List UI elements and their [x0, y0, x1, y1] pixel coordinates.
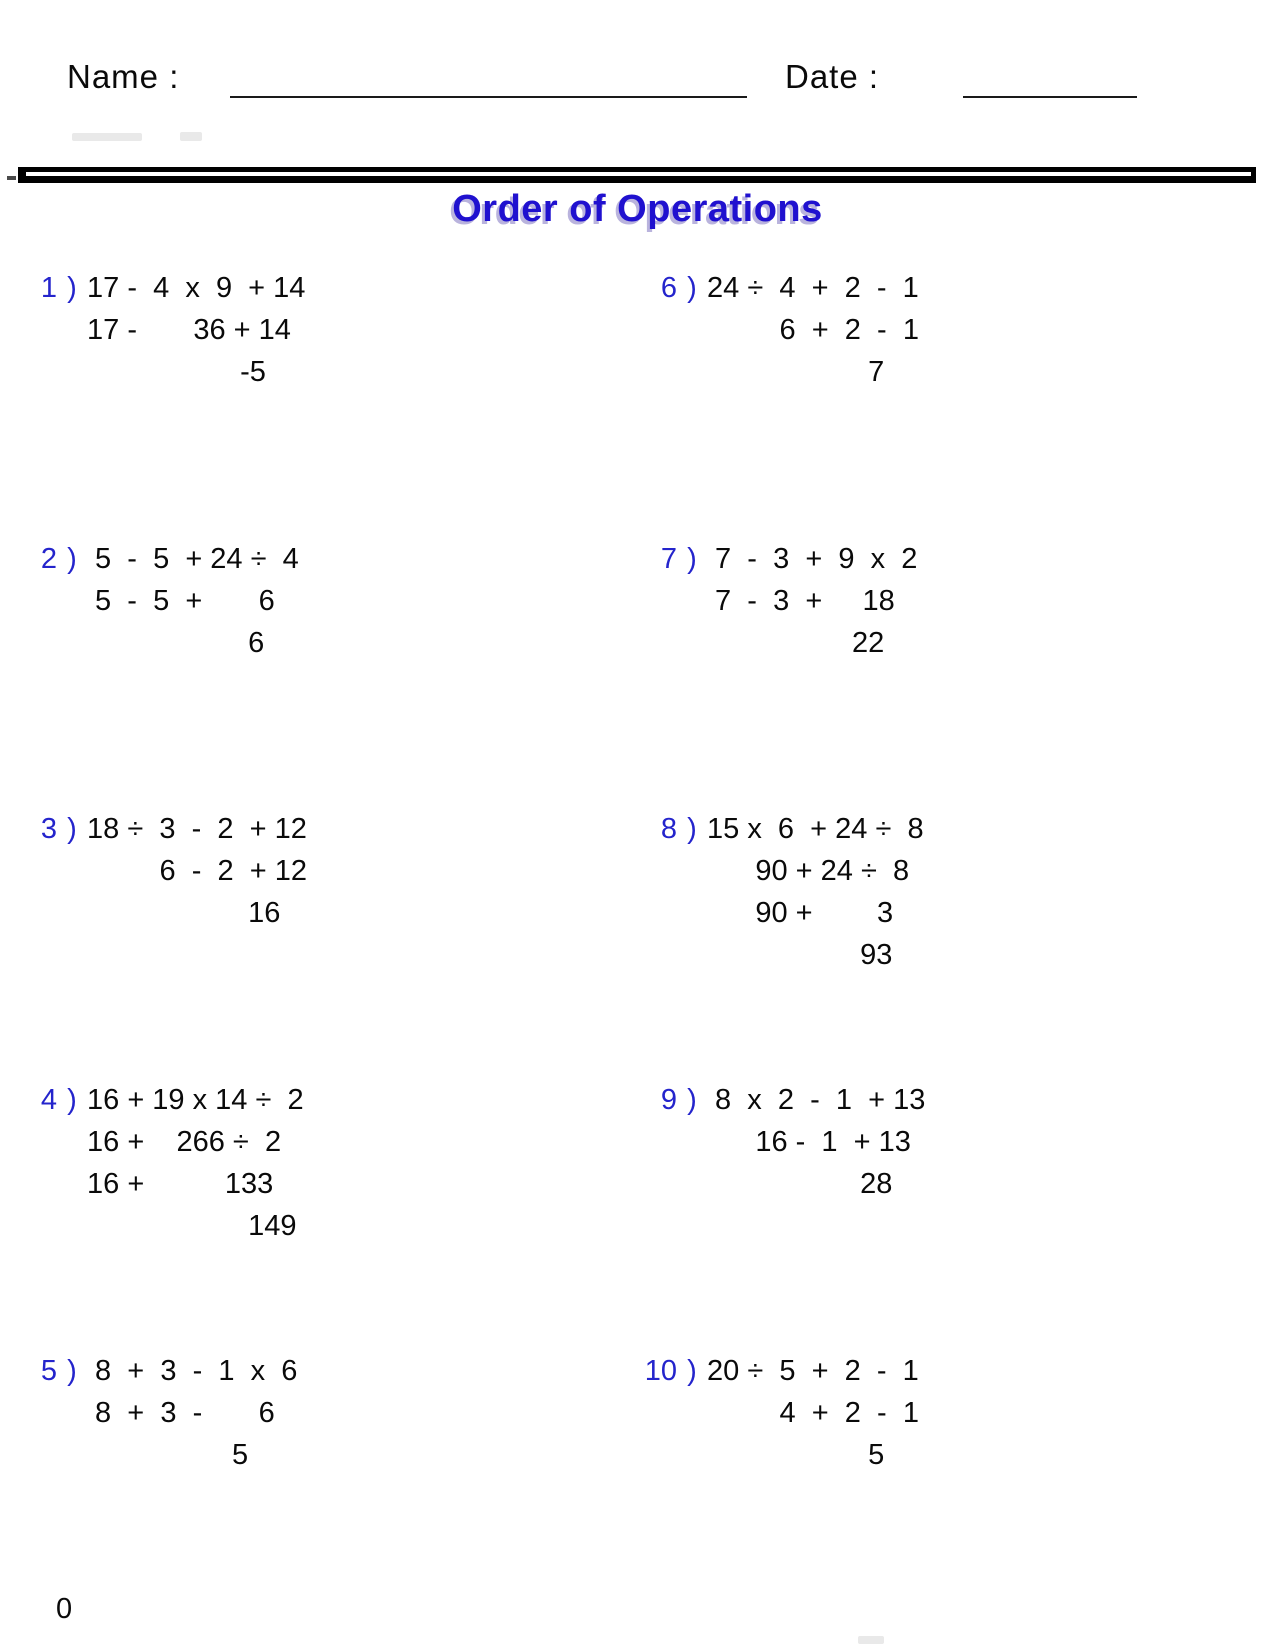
problem-line: [707, 1163, 925, 1205]
problem-line: [707, 1121, 925, 1163]
problem-expression: 5 - 5 + 24 ÷ 4: [87, 543, 299, 575]
problem-number: 2: [40, 543, 57, 575]
problem-line: [707, 1392, 919, 1434]
name-label: Name :: [67, 58, 180, 95]
problem-answer: 28: [707, 1168, 893, 1200]
problem-3: [11, 808, 307, 934]
problem-expression: 7 - 3 + 9 x 2: [707, 543, 918, 575]
problem-step: 17 - 36 + 14: [87, 314, 291, 346]
problem-line: [631, 267, 919, 309]
problem-number: 1: [40, 272, 57, 304]
problem-answer: 16: [87, 897, 281, 929]
problem-9: [631, 1079, 925, 1205]
problem-line: [11, 1079, 304, 1121]
problem-paren: ): [67, 543, 77, 575]
problem-line: [11, 267, 305, 309]
problem-line: [707, 580, 917, 622]
worksheet-title: Order of Operations: [452, 188, 823, 230]
problem-step: 6 + 2 - 1: [707, 314, 919, 346]
problem-4: [11, 1079, 304, 1247]
problem-expression: 16 + 19 x 14 ÷ 2: [87, 1084, 304, 1116]
problem-line: [707, 309, 919, 351]
problem-step: 8 + 3 - 6: [87, 1397, 275, 1429]
scan-artifact: [72, 133, 142, 141]
problem-line: [11, 538, 299, 580]
problem-answer: 5: [87, 1439, 249, 1471]
problem-step: 16 + 133: [87, 1168, 274, 1200]
separator-rule: [18, 167, 1256, 183]
problem-paren: ): [687, 1084, 697, 1116]
problem-number: 10: [644, 1355, 677, 1387]
problem-step: 16 - 1 + 13: [707, 1126, 911, 1158]
problem-line: [87, 1121, 304, 1163]
date-label: Date :: [785, 58, 880, 95]
problem-step: 90 + 24 ÷ 8: [707, 855, 910, 887]
problem-paren: ): [67, 272, 77, 304]
page-number: 0: [56, 1593, 73, 1625]
problem-paren: ): [687, 272, 697, 304]
problem-line: [87, 1434, 297, 1476]
problem-line: [631, 808, 924, 850]
problem-expression: 24 ÷ 4 + 2 - 1: [707, 272, 919, 304]
problem-10: [631, 1350, 919, 1476]
problem-answer: 6: [87, 627, 265, 659]
problem-line: [87, 850, 307, 892]
problem-expression: 15 x 6 + 24 ÷ 8: [707, 813, 924, 845]
problem-line: [11, 1350, 297, 1392]
separator-dash: [7, 176, 16, 180]
problem-step: 6 - 2 + 12: [87, 855, 308, 887]
problem-line: [707, 934, 924, 976]
problem-expression: 8 x 2 - 1 + 13: [707, 1084, 926, 1116]
problem-line: [707, 892, 924, 934]
problem-7: [631, 538, 917, 664]
scan-artifact: [858, 1636, 884, 1644]
problem-step: 5 - 5 + 6: [87, 585, 275, 617]
problem-paren: ): [67, 1355, 77, 1387]
problem-5: [11, 1350, 297, 1476]
problem-line: [631, 1350, 919, 1392]
problem-paren: ): [687, 1355, 697, 1387]
problem-answer: 7: [707, 356, 885, 388]
problem-answer: 22: [707, 627, 885, 659]
problem-line: [87, 892, 307, 934]
problem-expression: 17 - 4 x 9 + 14: [87, 272, 306, 304]
problem-line: [87, 622, 299, 664]
problem-line: [707, 351, 919, 393]
problem-answer: -5: [87, 356, 266, 388]
problem-expression: 20 ÷ 5 + 2 - 1: [707, 1355, 919, 1387]
problem-line: [707, 1434, 919, 1476]
problem-8: [631, 808, 924, 976]
problem-number: 3: [40, 813, 57, 845]
problem-step: 7 - 3 + 18: [707, 585, 895, 617]
problem-line: [87, 1205, 304, 1247]
problem-paren: ): [67, 813, 77, 845]
problem-paren: ): [687, 813, 697, 845]
problem-step: 16 + 266 ÷ 2: [87, 1126, 282, 1158]
problem-1: [11, 267, 305, 393]
problem-line: [87, 1392, 297, 1434]
problem-line: [87, 580, 299, 622]
problem-line: [87, 1163, 304, 1205]
problem-answer: 5: [707, 1439, 885, 1471]
name-blank-line: [230, 96, 747, 98]
separator-stripe: [26, 172, 1251, 176]
problem-number: 4: [40, 1084, 57, 1116]
problem-line: [87, 351, 305, 393]
problem-number: 6: [660, 272, 677, 304]
problem-step: 90 + 3: [707, 897, 894, 929]
problem-6: [631, 267, 919, 393]
problem-line: [631, 538, 917, 580]
problem-number: 7: [660, 543, 677, 575]
problem-expression: 18 ÷ 3 - 2 + 12: [87, 813, 307, 845]
problem-line: [707, 850, 924, 892]
date-blank-line: [963, 96, 1137, 98]
problem-number: 9: [660, 1084, 677, 1116]
problem-paren: ): [67, 1084, 77, 1116]
problem-line: [707, 622, 917, 664]
problem-number: 8: [660, 813, 677, 845]
problem-answer: 93: [707, 939, 893, 971]
scan-artifact: [180, 132, 202, 141]
problem-2: [11, 538, 299, 664]
problem-line: [87, 309, 305, 351]
problem-answer: 149: [87, 1210, 297, 1242]
problem-paren: ): [687, 543, 697, 575]
problem-step: 4 + 2 - 1: [707, 1397, 919, 1429]
problem-expression: 8 + 3 - 1 x 6: [87, 1355, 298, 1387]
problem-number: 5: [40, 1355, 57, 1387]
problem-line: [11, 808, 307, 850]
problem-line: [631, 1079, 925, 1121]
